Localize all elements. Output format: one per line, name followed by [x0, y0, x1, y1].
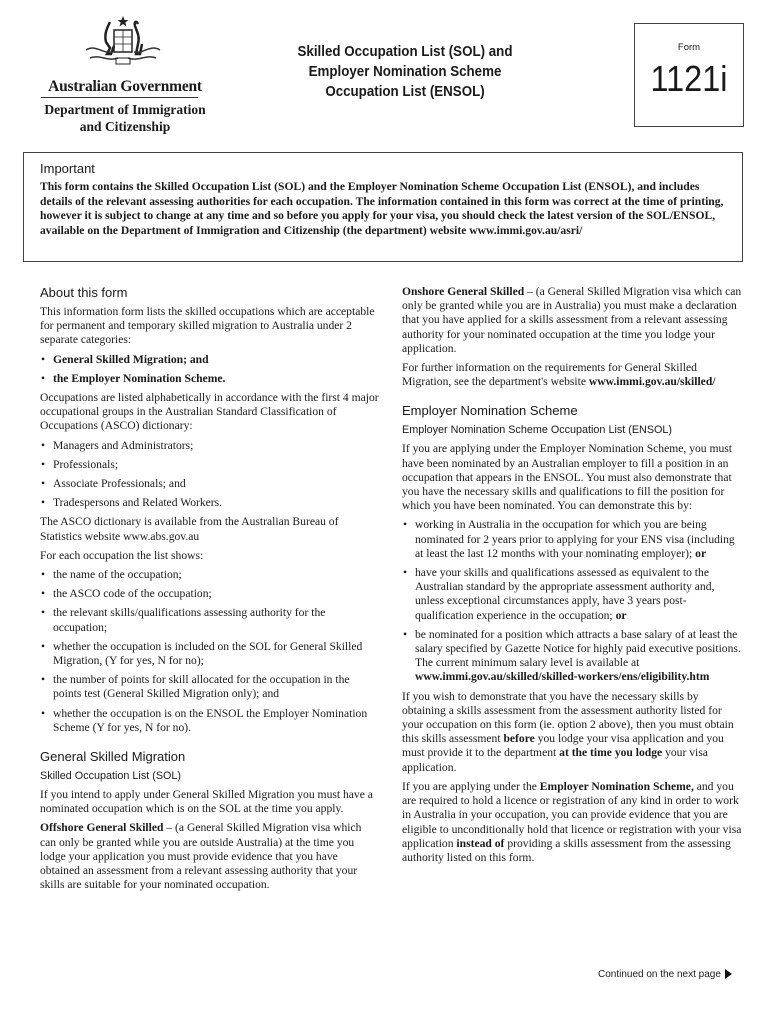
- category-list: [40, 353, 380, 386]
- licence-text-1: If you are applying under the: [402, 779, 540, 793]
- list-item: [402, 566, 742, 623]
- onshore-paragraph: [402, 285, 742, 356]
- left-column: [40, 285, 380, 898]
- list-item: • Tradespersons and Related Workers.: [40, 496, 380, 510]
- assessment-text-3: your visa application.: [402, 746, 708, 774]
- licence-text-2: and you are required to hold a licence or registration of any kind in order to work in Australia in your occupation, you can provide evidence that you are eligible to unconditionally hold that licence or registration with your visa application: [402, 779, 742, 850]
- title-line3: Occupation List (ENSOL): [325, 84, 485, 100]
- sol-subheading: Skilled Occupation List (SOL): [40, 770, 182, 783]
- list-item: • the ASCO code of the occupation;: [40, 587, 380, 601]
- list-item: • Professionals;: [40, 458, 380, 472]
- option1-text: working in Australia in the occupation for which you are being nominated for 2 years prior to applying for your ENS visa (including at least the last 12 months with your nominating employer);: [415, 518, 735, 560]
- list-item: [402, 518, 742, 561]
- list-item: • Managers and Administrators;: [40, 439, 380, 453]
- further-info-text: For further information on the requirements for General Skilled Migration, see the department's website: [402, 361, 697, 389]
- ens-intro: If you are applying under the Employer Nomination Scheme, you must have been nominated by an Australian employer to fill a position in an occupation that appears in the ENSOL. You must also demonstrate that you have the necessary skills and qualifications to fill the position for which you have been nominated. You can demonstrate this by:: [402, 442, 733, 513]
- licence-instead: instead of: [456, 836, 505, 850]
- page-title: [281, 42, 529, 102]
- about-intro: This information form lists the skilled occupations which are acceptable for permanent and temporary skilled migration to Australia under 2 separate categories:: [40, 305, 375, 347]
- group-list: [40, 439, 380, 511]
- form-label: Form: [677, 42, 701, 53]
- form-number-box: [634, 23, 744, 127]
- offshore-text: – (a General Skilled Migration visa which can only be granted while you are outside Australia) at the time you lodge your application you must provide evidence that you have obtained an assessment from a relevant assessing authority that your skills are suitable for your nominated occupation.: [40, 821, 362, 892]
- ens-options-list: [402, 518, 742, 684]
- continued-next-page: [598, 969, 732, 980]
- assessment-text-2: you lodge your visa application and you must provide it to the department: [402, 732, 724, 760]
- list-item: [402, 628, 742, 685]
- assessment-time: at the time you lodge: [559, 746, 663, 760]
- option1-or: or: [695, 546, 707, 560]
- asco-intro: Occupations are listed alphabetically in accordance with the first 4 major occupational groups in the Australian Standard Classification of Occupations (ASCO) dictionary:: [40, 391, 379, 433]
- header-divider: [41, 97, 198, 98]
- offshore-paragraph: [40, 821, 380, 892]
- department-name-line1: Department of Immigration: [44, 102, 206, 117]
- list-item: [40, 353, 380, 367]
- category-ens: the Employer Nomination Scheme.: [53, 371, 226, 385]
- important-notice: [23, 152, 743, 262]
- occupation-fields-list: [40, 568, 380, 735]
- assessment-text-1: If you wish to demonstrate that you have the necessary skills by obtaining a skills assessment from the assessment authority listed for your occupation on this form (ie. option 2 above), then you must obtain this skills assessment: [402, 689, 734, 746]
- triangle-right-icon: [725, 969, 732, 979]
- skilled-link[interactable]: www.immi.gov.au/skilled/: [588, 375, 716, 389]
- about-heading: About this form: [40, 285, 128, 300]
- licence-text-3: providing a skills assessment from the assessing authority listed on this form.: [402, 836, 731, 864]
- category-gsm: General Skilled Migration; and: [53, 352, 209, 366]
- right-column: [402, 285, 742, 870]
- important-title: Important: [40, 161, 95, 176]
- list-intro: For each occupation the list shows:: [40, 548, 204, 562]
- gsm-intro: If you intend to apply under General Skilled Migration you must have a nominated occupation which is on the SOL at the time you apply.: [40, 788, 373, 816]
- department-name-line2: and Citizenship: [79, 119, 171, 134]
- continued-text: Continued on the next page: [598, 969, 721, 980]
- offshore-label: Offshore General Skilled: [40, 821, 164, 835]
- licence-paragraph: [402, 780, 742, 865]
- onshore-label: Onshore General Skilled: [402, 285, 525, 298]
- department-name: [30, 101, 220, 135]
- list-item: • the number of points for skill allocated for the occupation in the points test (General Skilled Migration only); and: [40, 673, 380, 701]
- list-item: [40, 372, 380, 386]
- further-info: [402, 361, 742, 389]
- ensol-subheading: Employer Nomination Scheme Occupation List (ENSOL): [402, 424, 673, 437]
- list-item: • the relevant skills/qualifications assessing authority for the occupation;: [40, 606, 380, 634]
- eligibility-link[interactable]: www.immi.gov.au/skilled/skilled-workers/ens/eligibility.htm: [415, 670, 710, 684]
- list-item: • Associate Professionals; and: [40, 477, 380, 491]
- list-item: • the name of the occupation;: [40, 568, 380, 582]
- title-line1: Skilled Occupation List (SOL) and: [297, 44, 513, 60]
- gsm-heading: General Skilled Migration: [40, 749, 186, 765]
- option3-text: be nominated for a position which attracts a base salary of at least the salary specified by Gazette Notice for highly paid executive positions. The current minimum salary level is available at: [415, 627, 741, 670]
- licence-ens: Employer Nomination Scheme,: [539, 779, 694, 793]
- list-item: • whether the occupation is included on the SOL for General Skilled Migration, (Y for yes, N for no);: [40, 640, 380, 668]
- list-item: • whether the occupation is on the ENSOL the Employer Nomination Scheme (Y for yes, N for no).: [40, 707, 380, 735]
- coat-of-arms-icon: [80, 14, 166, 76]
- government-name: Australian Government: [48, 78, 202, 95]
- important-text: This form contains the Skilled Occupation List (SOL) and the Employer Nomination Scheme Occupation List (ENSOL), and includes details of the relevant assessing authorities for each occupation. The information contained in this form was correct at the time of printing, however it is subject to change at any time and so before you apply for your visa, you should check the latest version of the SOL/ENSOL, available on the Department of Immigration and Citizenship (the department) website www.immi.gov.au/asri/: [40, 180, 724, 237]
- onshore-text: – (a General Skilled Migration visa which can only be granted while you are in Australia) you must make a declaration that you have applied for a skills assessment from a relevant assessing authority for your nominated occupation at the time you lodge your application.: [402, 285, 742, 355]
- assessment-before: before: [503, 732, 535, 746]
- ens-heading: Employer Nomination Scheme: [402, 403, 578, 419]
- asco-source: The ASCO dictionary is available from the Australian Bureau of Statistics website www.abs.gov.au: [40, 515, 339, 543]
- option2-or: or: [615, 608, 627, 622]
- title-line2: Employer Nomination Scheme: [308, 64, 502, 80]
- form-number: 1121i: [650, 58, 728, 99]
- assessment-paragraph: [402, 690, 742, 775]
- option2-text: have your skills and qualifications assessed as equivalent to the Australian standard by the appropriate assessment authority and, unless exceptional circumstances apply, have 3 years post-qualification experience in the occupation;: [415, 566, 715, 622]
